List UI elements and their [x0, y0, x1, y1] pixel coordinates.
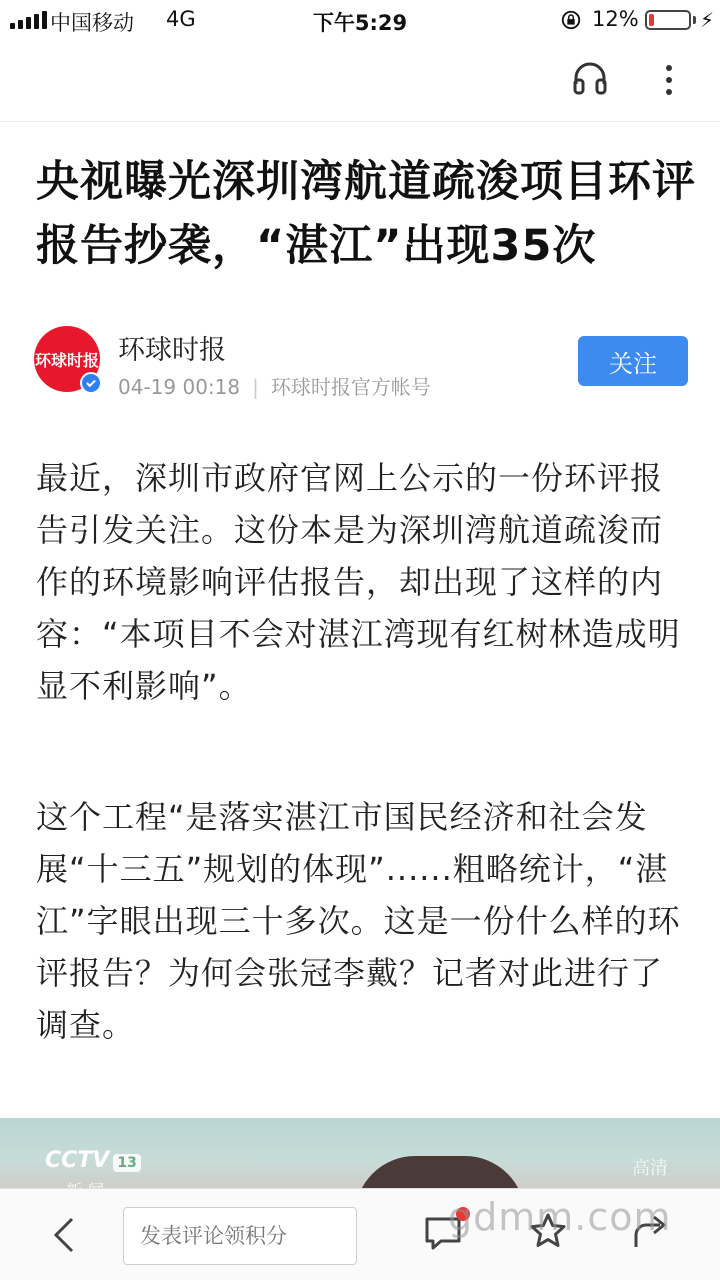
- back-icon[interactable]: [48, 1215, 80, 1255]
- author-meta: [118, 371, 431, 400]
- channel-number: 13: [113, 1154, 140, 1172]
- share-icon[interactable]: [632, 1213, 672, 1253]
- verified-badge-icon: [80, 372, 102, 394]
- battery-percent: 12%: [592, 7, 639, 31]
- comment-icon[interactable]: [423, 1213, 463, 1253]
- channel-logo-text: CCTV: [45, 1148, 110, 1173]
- article-paragraph: 最近，深圳市政府官网上公示的一份环评报告引发关注。这份本是为深圳湾航道疏浚而作的环境影响评估报告，却出现了这样的内容：“本项目不会对湛江湾现有红树林造成明显不利影响”。: [36, 459, 681, 705]
- author-description: 环球时报官方帐号: [270, 375, 431, 399]
- charging-icon: ⚡︎: [700, 8, 715, 32]
- headphone-icon[interactable]: [570, 58, 610, 98]
- comment-badge: [456, 1207, 470, 1221]
- author-name[interactable]: 环球时报: [118, 335, 226, 366]
- status-time: 下午5:29: [312, 11, 408, 35]
- author-info: [34, 326, 694, 398]
- publish-date: 04-19 00:18: [118, 375, 241, 399]
- comment-input[interactable]: [123, 1207, 357, 1265]
- channel-logo: [45, 1148, 141, 1173]
- follow-button[interactable]: 关注: [578, 336, 688, 386]
- status-bar: [0, 0, 720, 40]
- author-avatar[interactable]: 环球时报: [34, 326, 100, 392]
- carrier-name: 中国移动: [50, 11, 134, 35]
- meta-divider: |: [252, 375, 259, 399]
- quality-tag: 高清: [632, 1158, 668, 1179]
- article-paragraph: 这个工程“是落实湛江市国民经济和社会发展“十三五”规划的体现”......粗略统计，“湛江”字眼出现三十多次。这是一份什么样的环评报告？为何会张冠李戴？记者对此进行了调查。: [36, 798, 681, 1044]
- bottom-toolbar: [0, 1188, 720, 1280]
- watermark: gdmm.com: [448, 1195, 672, 1239]
- article-title: 央视曝光深圳湾航道疏浚项目环评报告抄袭，“湛江”出现35次: [36, 157, 696, 271]
- more-vertical-icon[interactable]: [654, 60, 684, 100]
- nav-bar: [0, 40, 720, 122]
- network-type: 4G: [166, 7, 196, 31]
- rotation-lock-icon: [560, 9, 582, 31]
- star-icon[interactable]: [528, 1211, 568, 1251]
- battery-cap: [693, 16, 696, 24]
- battery-icon: [645, 10, 691, 30]
- battery-level: [649, 14, 654, 26]
